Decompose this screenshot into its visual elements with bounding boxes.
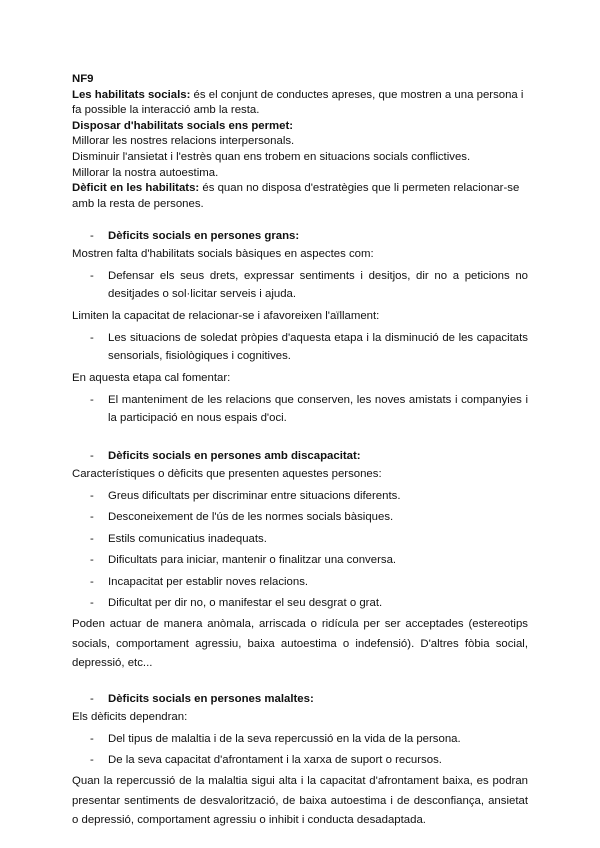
benefit-line: Disminuir l'ansietat i l'estrès quan ens trobem en situacions socials conflictives.: [72, 150, 471, 163]
section-title: Dèficits socials en persones grans:: [108, 230, 300, 243]
term-deficit: Dèficit en les habilitats:: [72, 182, 200, 195]
section-intro: Mostren falta d'habilitats socials bàsiques en aspectes com:: [72, 247, 374, 260]
dash-marker: -: [90, 269, 94, 282]
doc-heading: NF9: [72, 73, 94, 85]
benefit-line: Millorar les nostres relacions interpersonals.: [72, 135, 295, 148]
section-outro: Poden actuar de manera anòmala, arriscada o ridícula per ser acceptades (estereotips socials, comportament agressiu, baixa autoestima o indefensió). D'altres fòbia social, depressió, etc...: [72, 618, 528, 670]
list-item: - Incapacitat per establir noves relacions.: [72, 573, 528, 591]
bullet-list: [72, 730, 528, 770]
section-intro: Els dèficits dependran:: [72, 710, 188, 723]
dash-marker: -: [90, 450, 94, 463]
bullet-list: [72, 329, 528, 366]
dash-marker: -: [90, 732, 94, 745]
bullet-list: [72, 391, 528, 428]
dash-marker: -: [90, 692, 94, 705]
definition-deficit: Dèficit en les habilitats: és quan no disposa d'estratègies que li permeten relacionar-se amb la resta de persones.: [72, 182, 520, 210]
benefits-heading: Disposar d'habilitats socials ens permet:: [72, 119, 294, 132]
section-text: Limiten la capacitat de relacionar-se i afavoreixen l'aïllament:: [72, 309, 380, 322]
list-item: - Greus dificultats per discriminar entre situacions diferents.: [72, 487, 528, 505]
list-item: - Dificultats para iniciar, mantenir o finalitzar una conversa.: [72, 551, 528, 569]
list-item: - De la seva capacitat d'afrontament i la xarxa de suport o recursos.: [72, 751, 528, 769]
dash-marker: -: [90, 554, 94, 567]
bullet-list: [72, 487, 528, 612]
section-intro: Característiques o dèficits que presenten aquestes persones:: [72, 467, 382, 480]
list-item: - Del tipus de malaltia i de la seva repercussió en la vida de la persona.: [72, 730, 528, 748]
definition-habilitats: Les habilitats socials: és el conjunt de conductes apreses, que mostren a una persona i fa possible la interacció amb la resta.: [72, 88, 524, 117]
list-item: - Estils comunicatius inadequats.: [72, 530, 528, 548]
section-heading: [72, 229, 528, 245]
document-body: [72, 72, 528, 831]
term-habilitats: Les habilitats socials:: [72, 88, 191, 101]
dash-marker: -: [90, 532, 94, 545]
dash-marker: -: [90, 753, 94, 766]
dash-marker: -: [90, 575, 94, 588]
list-item: - Les situacions de soledat pròpies d'aquesta etapa i la disminució de les capacitats sensorials, fisiològiques i cognitives.: [72, 329, 528, 366]
section-title: Dèficits socials en persones amb discapacitat:: [108, 450, 361, 463]
section-heading: [72, 449, 528, 465]
list-item: - Desconeixement de l'ús de les normes socials bàsiques.: [72, 508, 528, 526]
list-item: - El manteniment de les relacions que conserven, les noves amistats i companyies i la participació en nous espais d'oci.: [72, 391, 528, 428]
list-item: - Defensar els seus drets, expressar sentiments i desitjos, dir no a peticions no desitjades o sol·licitar serveis i ajuda.: [72, 267, 528, 304]
dash-marker: -: [90, 511, 94, 524]
benefit-line: Millorar la nostra autoestima.: [72, 166, 219, 179]
section-heading: [72, 692, 528, 708]
list-item: - Dificultat per dir no, o manifestar el seu desgrat o grat.: [72, 594, 528, 612]
dash-marker: -: [90, 230, 94, 243]
section-text: En aquesta etapa cal fomentar:: [72, 371, 231, 384]
section-outro: Quan la repercussió de la malaltia sigui alta i la capacitat d'afrontament baixa, es podran presentar sentiments de desvalorització, de baixa autoestima i de desconfiança, ansietat o depressió, comportament agressiu o inhibit i conducta desadaptada.: [72, 775, 528, 827]
section-title: Dèficits socials en persones malaltes:: [108, 692, 314, 705]
bullet-list: [72, 267, 528, 304]
dash-marker: -: [90, 597, 94, 609]
dash-marker: -: [90, 489, 94, 502]
dash-marker: -: [90, 331, 94, 344]
dash-marker: -: [90, 393, 94, 406]
